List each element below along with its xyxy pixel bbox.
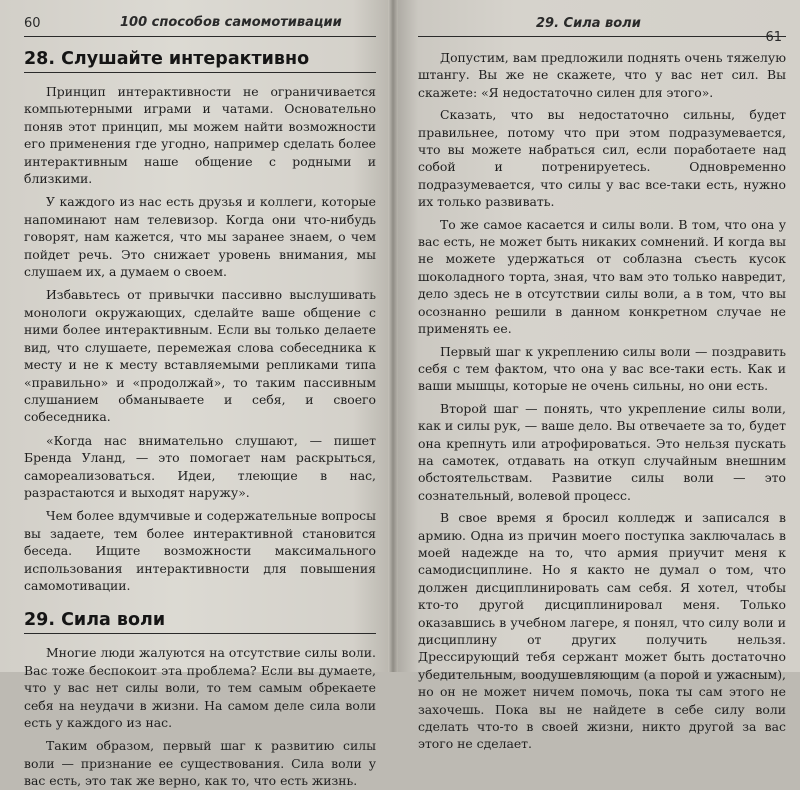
- section-28-body: [24, 83, 376, 594]
- paragraph: Первый шаг к укреплению силы воли — поздравить себя с тем фактом, что она у вас все-таки есть. Как и ваши мышцы, которые не очень сильны, но они есть.: [418, 343, 786, 394]
- paragraph: Допустим, вам предложили поднять очень тяжелую штангу. Вы же не скажете, что у вас нет сил. Вы скажете: «Я недостаточно силен для этого».: [418, 50, 786, 100]
- section-28-title: 28. Слушайте интерактивно: [24, 49, 376, 73]
- paragraph: То же самое касается и силы воли. В том, что она у вас есть, не может быть никаких сомнений. И когда вы не можете удержаться от соблазна съесть кусок шоколадного торта, зная, что вам это только навредит, дело здесь не в отсутствии силы воли, а в том, что вы осознанно решили в данном конкретном случае не применять ее.: [418, 216, 786, 337]
- section-29-body: [24, 644, 376, 789]
- paragraph: Таким образом, первый шаг к развитию силы воли — признание ее существования. Сила воли у вас есть, это так же верно, как то, что есть жизнь.: [24, 738, 376, 789]
- paragraph: Принцип интерактивности не ограничивается компьютерными играми и чатами. Основательно поняв этот принцип, мы можем найти возможности его применения где угодно, например сделать более интерактивным наше общение с родными и близкими.: [24, 84, 376, 187]
- quote-paragraph: «Когда нас внимательно слушают, — пишет Бренда Уланд, — это помогает нам раскрыться, самореализоваться. Идеи, тлеющие в нас, разрастаются и выходят наружу».: [24, 432, 376, 500]
- paragraph: Чем более вдумчивые и содержательные вопросы вы задаете, тем более интерактивной становится беседа. Ищите возможности максимального использования интерактивности для повышения самомотивации.: [24, 508, 376, 593]
- right-page-body: [418, 49, 786, 753]
- right-running-header: [418, 14, 786, 45]
- paragraph: В свое время я бросил колледж и записался в армию. Одна из причин моего поступка заключалась в моей надежде на то, что армия приучит меня к самодисциплине. Но я както не думал о том, что должен дисциплинировать сам себя. Я хотел, чтобы кто-то другой дисциплинировал меня. Только оказавшись в учебном лагере, я понял, что силу воли и дисциплину от других получить нельзя. Дрессирующий тебя сержант может быть достаточно убедительным, воодушевляющим (а порой и ужасным), но он не может ничем помочь, пока ты сам этого не захочешь. Пока вы не найдете в себе силу воли сделать что-то в своей жизни, никто другой за вас этого не сделает.: [418, 510, 786, 752]
- section-29-title: 29. Сила воли: [24, 610, 376, 634]
- running-title-left: 100 способов самомотивации: [120, 15, 342, 30]
- paragraph: У каждого из нас есть друзья и коллеги, которые напоминают нам телевизор. Когда они что-нибудь говорят, нам кажется, что мы заранее знаем, о чем пойдет речь. Это снижает уровень внимания, мы слушаем их, а думаем о своем.: [24, 194, 376, 280]
- paragraph: Сказать, что вы недостаточно сильны, будет правильнее, потому что при этом подразумевается, что вы можете набраться сил, если поработаете над собой и потренируетесь. Одновременно подразумевается, что силы у вас все-таки есть, нужно их только развивать.: [418, 107, 786, 210]
- page-number-right: 61: [765, 30, 782, 45]
- book-gutter: [388, 0, 398, 672]
- left-running-header: [24, 14, 376, 37]
- right-page: [394, 0, 800, 752]
- paragraph: Многие люди жалуются на отсутствие силы воли. Вас тоже беспокоит эта проблема? Если вы думаете, что у вас нет силы воли, то тем самым обрекаете себя на неудачи в жизни. На самом деле сила воли есть у каждого из нас.: [24, 645, 376, 730]
- paragraph: Второй шаг — понять, что укрепление силы воли, как и силы рук, — ваше дело. Вы отвечаете за то, будет она крепнуть или атрофироваться. Это нельзя пускать на самотек, отдавать на откуп случайным внешним обстоятельствам. Развитие силы воли — это сознательный, волевой процесс.: [418, 400, 786, 503]
- left-page: [0, 0, 392, 789]
- page-number-left: 60: [24, 16, 41, 31]
- paragraph: Избавьтесь от привычки пассивно выслушивать монологи окружающих, сделайте ваше общение с ними более интерактивным. Если вы только делаете вид, что слушаете, перемежая слова собеседника к месту и не к месту вставляемыми репликами типа «правильно» и «продолжай», то таким пассивным слушанием обманываете и себя, и своего собеседника.: [24, 287, 376, 425]
- running-title-right: 29. Сила воли: [536, 16, 641, 31]
